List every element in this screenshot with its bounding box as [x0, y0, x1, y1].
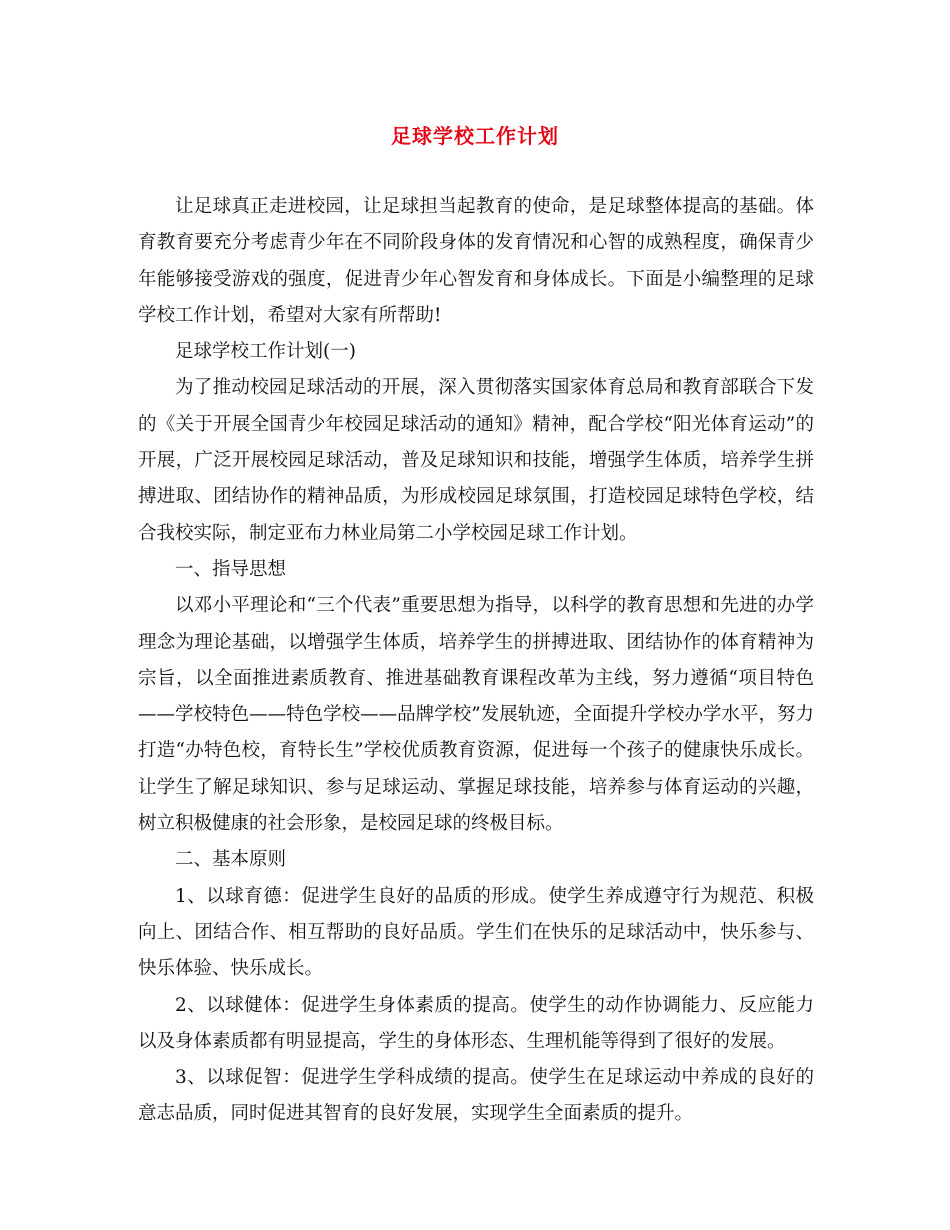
principle-item-2: 2、以球健体：促进学生身体素质的提高。使学生的动作协调能力、反应能力以及身体素质都有明显提高，学生的身体形态、生理机能等得到了很好的发展。 [138, 994, 814, 1052]
principle-item-1: 1、以球育德：促进学生良好的品质的形成。使学生养成遵守行为规范、积极向上、团结合作、相互帮助的良好品质。学生们在快乐的足球活动中，快乐参与、快乐体验、快乐成长。 [138, 885, 814, 980]
document-body [138, 189, 814, 1133]
document-title: 足球学校工作计划 [391, 124, 559, 148]
section-heading-basic-principles: 二、基本原则 [175, 849, 287, 871]
plan-intro-paragraph: 为了推动校园足球活动的开展，深入贯彻落实国家体育总局和教育部联合下发的《关于开展全国青少年校园足球活动的通知》精神，配合学校“阳光体育运动”的开展，广泛开展校园足球活动，普及足球知识和技能，增强学生体质，培养学生拼搏进取、团结协作的精神品质，为形成校园足球氛围，打造校园足球特色学校，结合我校实际，制定亚布力林业局第二小学校园足球工作计划。 [138, 377, 814, 544]
guiding-ideology-paragraph: 以邓小平理论和“三个代表”重要思想为指导，以科学的教育思想和先进的办学理念为理论基础，以增强学生体质，培养学生的拼搏进取、团结协作的体育精神为宗旨，以全面推进素质教育、推进基础教育课程改革为主线，努力遵循“项目特色——学校特色——特色学校——品牌学校”发展轨迹，全面提升学校办学水平，努力打造“办特色校，育特长生”学校优质教育资源，促进每一个孩子的健康快乐成长。让学生了解足球知识、参与足球运动、掌握足球技能，培养参与体育运动的兴趣，树立积极健康的社会形象，是校园足球的终极目标。 [138, 595, 814, 835]
principle-item-3: 3、以球促智：促进学生学科成绩的提高。使学生在足球运动中养成的良好的意志品质，同时促进其智育的良好发展，实现学生全面素质的提升。 [138, 1067, 814, 1125]
section-heading-guiding-ideology: 一、指导思想 [175, 558, 287, 580]
plan-subtitle: 足球学校工作计划(一) [175, 341, 356, 363]
intro-paragraph: 让足球真正走进校园，让足球担当起教育的使命，是足球整体提高的基础。体育教育要充分考虑青少年在不同阶段身体的发育情况和心智的成熟程度，确保青少年能够接受游戏的强度，促进青少年心智发育和身体成长。下面是小编整理的足球学校工作计划，希望对大家有所帮助! [138, 196, 814, 326]
